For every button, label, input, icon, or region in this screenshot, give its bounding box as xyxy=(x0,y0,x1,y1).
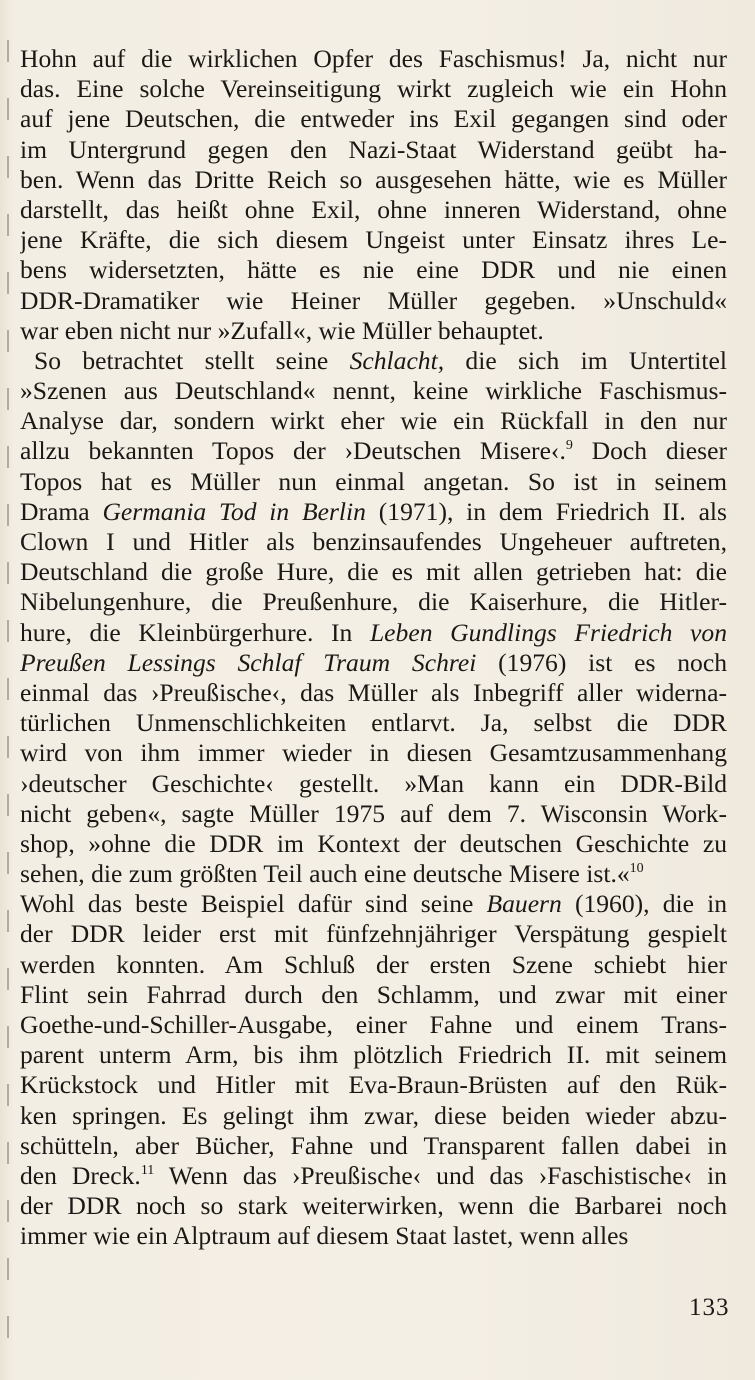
line-text: darstellt, das heißt ohne Exil, ohne inneren Widerstand, ohne xyxy=(20,194,727,224)
line-text: (1971), in dem Friedrich II. als xyxy=(365,496,727,526)
text-line xyxy=(20,497,727,527)
text-line xyxy=(20,1191,727,1221)
page-number: 133 xyxy=(689,1294,730,1321)
line-text: »Szenen aus Deutschland« nennt, keine wirkliche Faschismus- xyxy=(20,376,727,406)
work-title: Bauern xyxy=(486,889,562,919)
line-text: Drama xyxy=(20,496,103,526)
footnote-marker: 10 xyxy=(629,861,644,877)
text-line xyxy=(20,950,727,980)
text-line xyxy=(20,406,727,436)
line-text: Deutschland die große Hure, die es mit allen getrieben hat: die xyxy=(20,557,727,587)
line-text: die sich im Untertitel xyxy=(444,345,727,375)
text-line xyxy=(20,557,727,587)
work-title: Schlacht, xyxy=(349,345,445,375)
text-line xyxy=(20,738,727,768)
line-text: hure, die Kleinbürgerhure. In xyxy=(20,617,370,647)
text-line xyxy=(20,346,727,376)
line-text: Goethe-und-Schiller-Ausgabe, einer Fahne und einem Trans- xyxy=(20,1010,727,1039)
line-text: werden konnten. Am Schluß der ersten Szene schiebt hier xyxy=(20,949,727,979)
text-line xyxy=(20,1070,727,1100)
line-text: bens widersetzten, hätte es nie eine DDR und nie einen xyxy=(20,255,727,285)
text-line xyxy=(20,618,727,648)
line-text: ben. Wenn das Dritte Reich so ausgesehen hätte, wie es Müller xyxy=(20,164,727,194)
text-line xyxy=(20,919,727,949)
footnote-marker: 11 xyxy=(140,1162,155,1178)
text-line xyxy=(20,1131,727,1161)
text-line xyxy=(20,255,727,285)
line-text: Nibelungenhure, die Preußenhure, die Kaiserhure, die Hitler- xyxy=(20,587,727,617)
line-text: Wenn das ›Preußische‹ und das ›Faschistische‹ in xyxy=(154,1160,727,1190)
line-text: (1976) ist es noch xyxy=(476,647,727,677)
text-line xyxy=(20,436,727,466)
line-text: Flint sein Fahrrad durch den Schlamm, und zwar mit einer xyxy=(20,979,727,1009)
body-text xyxy=(20,44,727,1252)
line-text: war eben nicht nur »Zufall«, wie Müller behauptet. xyxy=(20,315,544,345)
text-line xyxy=(20,135,727,165)
text-line xyxy=(20,165,727,195)
line-text: Topos hat es Müller nun einmal angetan. So ist in seinem xyxy=(20,466,727,496)
text-line xyxy=(20,225,727,255)
text-line xyxy=(20,769,727,799)
text-line xyxy=(20,648,727,678)
line-text: ›deutscher Geschichte‹ gestellt. »Man kann ein DDR-Bild xyxy=(20,768,727,798)
text-line xyxy=(20,376,727,406)
line-text: Wohl das beste Beispiel dafür sind seine xyxy=(20,889,487,919)
text-line xyxy=(20,1101,727,1131)
page-gutter-shadow xyxy=(7,40,9,1360)
text-line xyxy=(20,316,727,346)
work-title: Germania Tod in Berlin xyxy=(102,496,366,526)
line-text: der DDR leider erst mit fünfzehnjähriger Verspätung gespielt xyxy=(20,919,727,949)
text-line xyxy=(20,104,727,134)
line-text: nicht geben«, sagte Müller 1975 auf dem 7. Wisconsin Work- xyxy=(20,798,727,828)
text-line xyxy=(20,587,727,617)
line-text: Hohn auf die wirklichen Opfer des Faschismus! Ja, nicht nur xyxy=(20,44,727,73)
text-line xyxy=(20,286,727,316)
line-text: Clown I und Hitler als benzinsaufendes Ungeheuer auftreten, xyxy=(20,527,727,556)
text-line xyxy=(20,1221,727,1251)
line-text: parent unterm Arm, bis ihm plötzlich Friedrich II. mit seinem xyxy=(20,1040,727,1070)
line-text: sehen, die zum größten Teil auch eine deutsche Misere ist.« xyxy=(20,859,630,889)
line-text: allzu bekannten Topos der ›Deutschen Misere‹. xyxy=(20,436,566,466)
line-text: immer wie ein Alptraum auf diesem Staat lastet, wenn alles xyxy=(20,1221,629,1251)
line-text: auf jene Deutschen, die entweder ins Exil gegangen sind oder xyxy=(20,104,727,134)
line-text: DDR-Dramatiker wie Heiner Müller gegeben. »Unschuld« xyxy=(20,285,727,315)
text-line xyxy=(20,1040,727,1070)
work-title: Leben Gundlings Friedrich von xyxy=(369,617,727,647)
text-line xyxy=(20,467,727,497)
text-line xyxy=(20,678,727,708)
line-text: Doch dieser xyxy=(572,436,727,466)
line-text: Analyse dar, sondern wirkt eher wie ein Rückfall in den nur xyxy=(20,406,727,436)
line-text: das. Eine solche Vereinseitigung wirkt zugleich wie ein Hohn xyxy=(20,74,727,104)
text-line xyxy=(20,708,727,738)
line-text: (1960), die in xyxy=(561,889,727,919)
footnote-marker: 9 xyxy=(565,438,573,454)
text-line xyxy=(20,829,727,859)
work-title: Preußen Lessings Schlaf Traum Schrei xyxy=(20,647,477,677)
text-line xyxy=(20,859,727,889)
text-line xyxy=(20,74,727,104)
text-line xyxy=(20,527,727,557)
line-text: türlichen Unmenschlichkeiten entlarvt. Ja, selbst die DDR xyxy=(20,708,727,738)
line-text: im Untergrund gegen den Nazi-Staat Widerstand geübt ha- xyxy=(20,134,727,164)
text-line xyxy=(20,889,727,919)
text-line xyxy=(20,1010,727,1040)
line-text: den Dreck. xyxy=(20,1160,141,1190)
text-line xyxy=(20,980,727,1010)
line-text: wird von ihm immer wieder in diesen Gesamtzusammenhang xyxy=(20,738,727,768)
text-line xyxy=(20,1161,727,1191)
line-text: ken springen. Es gelingt ihm zwar, diese beiden wieder abzu- xyxy=(20,1100,727,1130)
line-text: shop, »ohne die DDR im Kontext der deutschen Geschichte zu xyxy=(20,828,727,858)
line-text: jene Kräfte, die sich diesem Ungeist unter Einsatz ihres Le- xyxy=(20,225,727,255)
line-text: schütteln, aber Bücher, Fahne und Transparent fallen dabei in xyxy=(20,1130,727,1160)
line-text: So betrachtet stellt seine xyxy=(34,345,350,375)
text-line xyxy=(20,195,727,225)
line-text: der DDR noch so stark weiterwirken, wenn die Barbarei noch xyxy=(20,1191,727,1221)
text-line xyxy=(20,44,727,74)
line-text: Krückstock und Hitler mit Eva-Braun-Brüsten auf den Rük- xyxy=(20,1070,727,1100)
text-line xyxy=(20,799,727,829)
line-text: einmal das ›Preußische‹, das Müller als Inbegriff aller widerna- xyxy=(20,677,727,707)
